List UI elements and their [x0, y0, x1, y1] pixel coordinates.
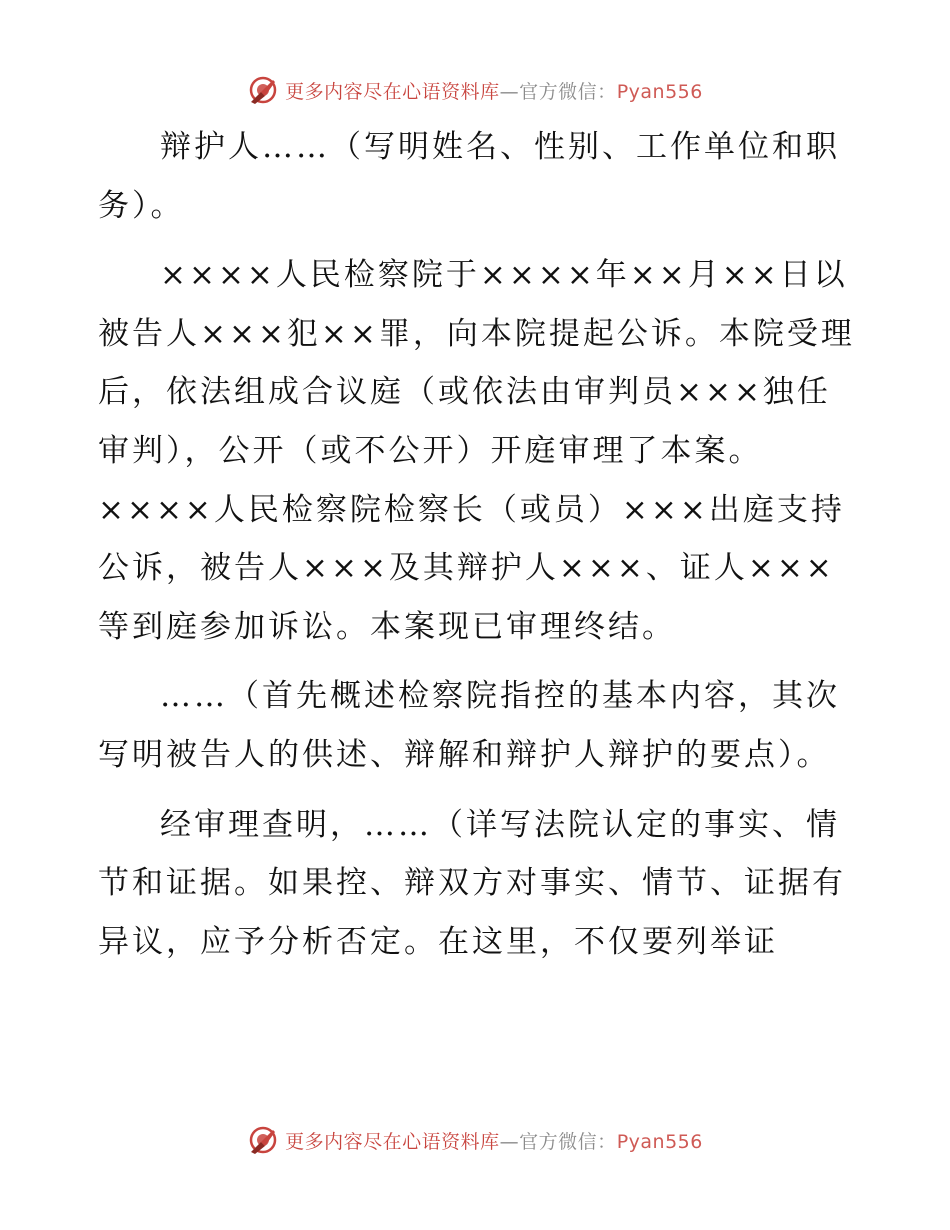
- footer-watermark: [0, 1122, 950, 1158]
- paragraph-prosecution: ××××人民检察院于××××年××月××日以被告人×××犯××罪，向本院提起公诉。本院受理后，依法组成合议庭（或依法由审判员×××独任审判），公开（或不公开）开庭审理了本案。××××人民检察院检察长（或员）×××出庭支持公诉，被告人×××及其辩护人×××、证人×××等到庭参加诉讼。本案现已审理终结。: [98, 257, 855, 645]
- watermark-text: 更多内容尽在心语资料库—官方微信：Pyan556: [285, 80, 703, 103]
- paragraph-findings: 经审理查明，……（详写法院认定的事实、情节和证据。如果控、辩双方对事实、情节、证据有异议，应予分析否定。在这里，不仅要列举证: [98, 806, 846, 960]
- pen-logo-icon: [247, 74, 279, 106]
- header-watermark: [0, 72, 950, 108]
- document-body: [98, 118, 858, 971]
- paragraph-summary: ……（首先概述检察院指控的基本内容，其次写明被告人的供述、辩解和辩护人辩护的要点）。: [98, 678, 840, 773]
- pen-logo-icon: [247, 1124, 279, 1156]
- paragraph-defender: 辩护人……（写明姓名、性别、工作单位和职务）。: [98, 129, 840, 224]
- watermark-text: 更多内容尽在心语资料库—官方微信：Pyan556: [285, 1130, 703, 1153]
